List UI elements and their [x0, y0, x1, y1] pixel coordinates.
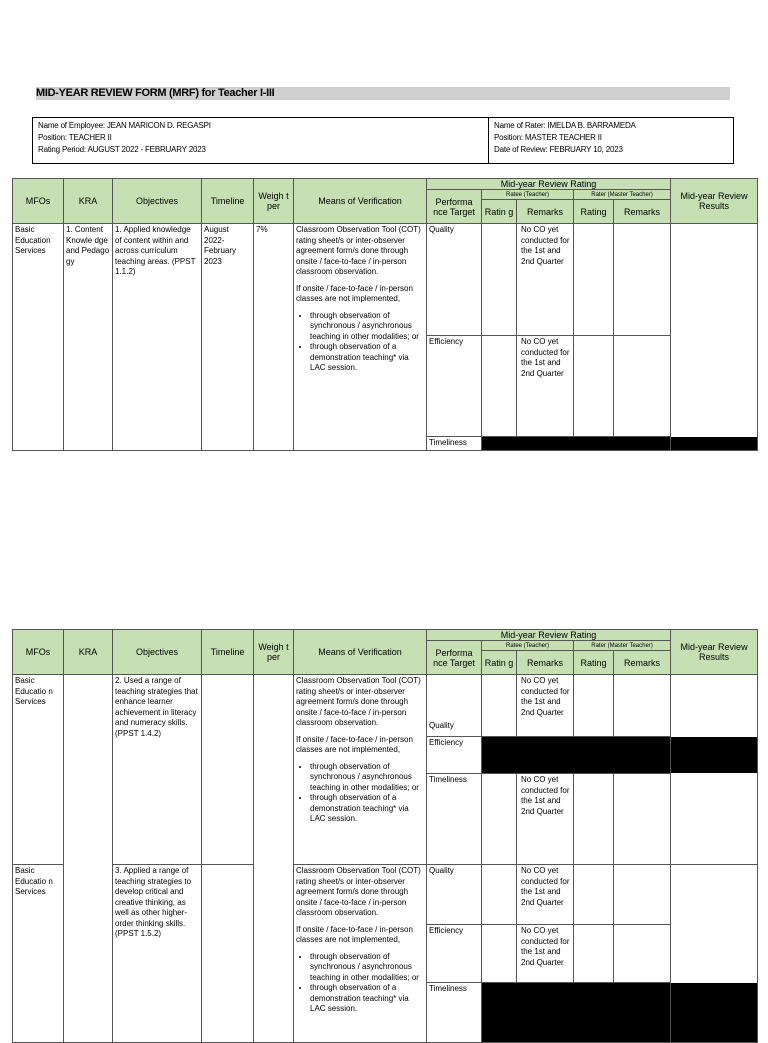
employee-info-box: [32, 117, 734, 164]
timeline-cell: [202, 865, 254, 1043]
mfo-cell: Basic Educatio n Services: [13, 675, 64, 865]
header-perf-target: Performa nce Target: [427, 190, 482, 224]
header-perf-target: Performa nce Target: [427, 641, 482, 675]
header-results: Mid-year Review Results: [671, 630, 758, 675]
header-mid-year-rating: Mid-year Review Rating: [427, 179, 671, 190]
header-kra: KRA: [64, 630, 113, 675]
header-kra: KRA: [64, 179, 113, 224]
rater-rating: [574, 224, 614, 336]
mov-cell: [294, 675, 427, 865]
ratee-remarks: No CO yet conducted for the 1st and 2nd Quarter: [517, 675, 574, 737]
header-rater-remarks: Remarks: [614, 200, 671, 224]
target-timeliness: Timeliness: [427, 983, 482, 1043]
mov-text: Classroom Observation Tool (COT) rating sheet/s or inter-observer agreement form/s done through onsite / face-to-face / in-person classroom observation.: [296, 225, 421, 276]
ratee-rating: [482, 675, 517, 737]
ratee-rating: [482, 224, 517, 336]
rater-remarks: [614, 336, 671, 437]
rater-rating: [574, 336, 614, 437]
ratee-rating: [482, 336, 517, 437]
timeline-cell: [202, 675, 254, 865]
ratee-remarks: No CO yet conducted for the 1st and 2nd Quarter: [517, 865, 574, 925]
mov-bullet: • through observation of synchronous / asynchronous teaching in other modalities; or: [310, 952, 424, 984]
kra-cell: 1. Content Knowle dge and Pedago gy: [64, 224, 113, 451]
target-efficiency: Efficiency: [427, 336, 482, 437]
weight-cell: [254, 675, 294, 1043]
form-title: MID-YEAR REVIEW FORM (MRF) for Teacher I-III: [36, 87, 730, 100]
rater-remarks: [614, 774, 671, 865]
ratee-remarks: No CO yet conducted for the 1st and 2nd Quarter: [517, 224, 574, 336]
rating-period: Rating Period: AUGUST 2022 - FEBRUARY 2023: [38, 145, 206, 154]
mov-list: [296, 311, 424, 374]
mov-cell: [294, 224, 427, 451]
header-mfos: MFOs: [13, 630, 64, 675]
mfo-cell: Basic Education Services: [13, 224, 64, 451]
divider: [488, 118, 489, 163]
rater-rating: [574, 925, 614, 983]
rater-remarks: [614, 675, 671, 737]
header-ratee-remarks: Remarks: [517, 651, 574, 675]
mov-bullet: • through observation of a demonstration teaching* via LAC session.: [310, 983, 424, 1015]
header-timeline: Timeline: [202, 630, 254, 675]
mov-text: If onsite / face-to-face / in-person classes are not implemented,: [296, 283, 413, 303]
header-weight: Weigh t per: [254, 630, 294, 675]
mov-list: [296, 762, 424, 825]
mov-cell: [294, 865, 427, 1043]
mfo-cell: Basic Educatio n Services: [13, 865, 64, 1043]
mov-bullet: • through observation of a demonstration teaching* via LAC session.: [310, 342, 424, 374]
blacked-out-cell: [482, 437, 758, 451]
rater-info: [494, 120, 636, 156]
rater-position: Position: MASTER TEACHER II: [494, 133, 602, 142]
rater-remarks: [614, 865, 671, 925]
ratee-rating: [482, 925, 517, 983]
header-objectives: Objectives: [113, 179, 202, 224]
blacked-out-cell: [482, 737, 758, 774]
rater-remarks: [614, 925, 671, 983]
objective-cell: 2. Used a range of teaching strategies that enhance learner achievement in literacy and numeracy skills. (PPST 1.4.2): [113, 675, 202, 865]
rater-remarks: [614, 224, 671, 336]
target-quality: Quality: [427, 675, 482, 737]
ratee-remarks: No CO yet conducted for the 1st and 2nd Quarter: [517, 774, 574, 865]
header-ratee-remarks: Remarks: [517, 200, 574, 224]
weight-cell: 7%: [254, 224, 294, 451]
mov-bullet: • through observation of synchronous / asynchronous teaching in other modalities; or: [310, 762, 424, 794]
timeline-cell: August 2022- February 2023: [202, 224, 254, 451]
header-rater-remarks: Remarks: [614, 651, 671, 675]
header-objectives: Objectives: [113, 630, 202, 675]
target-efficiency: Efficiency: [427, 737, 482, 774]
rater-rating: [574, 675, 614, 737]
objective-cell: 1. Applied knowledge of content within and across curriculum teaching areas. (PPST 1.1.2): [113, 224, 202, 451]
ratee-rating: [482, 865, 517, 925]
review-table-2: [12, 629, 758, 1043]
header-mfos: MFOs: [13, 179, 64, 224]
header-rater-rating: Rating: [574, 651, 614, 675]
header-rater: Rater (Master Teacher): [574, 641, 671, 651]
rater-rating: [574, 865, 614, 925]
ratee-rating: [482, 774, 517, 865]
header-weight: Weigh t per: [254, 179, 294, 224]
header-ratee: Ratee (Teacher): [482, 641, 574, 651]
target-timeliness: Timeliness: [427, 437, 482, 451]
target-quality: Quality: [427, 224, 482, 336]
header-ratee: Ratee (Teacher): [482, 190, 574, 200]
mov-bullet: • through observation of a demonstration teaching* via LAC session.: [310, 793, 424, 825]
blacked-out-cell: [482, 983, 758, 1043]
target-timeliness: Timeliness: [427, 774, 482, 865]
results-cell: [671, 224, 758, 451]
mov-list: [296, 952, 424, 1015]
employee-info: [38, 120, 211, 156]
header-results: Mid-year Review Results: [671, 179, 758, 224]
kra-cell: [64, 675, 113, 1043]
target-efficiency: Efficiency: [427, 925, 482, 983]
mov-text: Classroom Observation Tool (COT) rating sheet/s or inter-observer agreement form/s done through onsite / face-to-face / in-person classroom observation.: [296, 676, 421, 727]
mov-text: If onsite / face-to-face / in-person classes are not implemented,: [296, 734, 413, 754]
objective-cell: 3. Applied a range of teaching strategies to develop critical and creative thinking, as well as other higher-order thinking skills. (PPST 1.5.2): [113, 865, 202, 1043]
employee-name: Name of Employee: JEAN MARICON D. REGASPI: [38, 121, 211, 130]
header-rater-rating: Rating: [574, 200, 614, 224]
header-ratee-rating: Ratin g: [482, 651, 517, 675]
rater-name: Name of Rater: IMELDA B. BARRAMEDA: [494, 121, 636, 130]
mov-bullet: • through observation of synchronous / asynchronous teaching in other modalities; or: [310, 311, 424, 343]
header-rater: Rater (Master Teacher): [574, 190, 671, 200]
mov-text: Classroom Observation Tool (COT) rating sheet/s or inter-observer agreement form/s done through onsite / face-to-face / in-person classroom observation.: [296, 866, 421, 917]
header-timeline: Timeline: [202, 179, 254, 224]
header-mid-year-rating: Mid-year Review Rating: [427, 630, 671, 641]
employee-position: Position: TEACHER II: [38, 133, 112, 142]
header-mov: Means of Verification: [294, 630, 427, 675]
header-ratee-rating: Ratin g: [482, 200, 517, 224]
review-date: Date of Review: FEBRUARY 10, 2023: [494, 145, 623, 154]
mov-text: If onsite / face-to-face / in-person classes are not implemented,: [296, 924, 413, 944]
rater-rating: [574, 774, 614, 865]
target-quality: Quality: [427, 865, 482, 925]
header-mov: Means of Verification: [294, 179, 427, 224]
ratee-remarks: No CO yet conducted for the 1st and 2nd Quarter: [517, 336, 574, 437]
ratee-remarks: No CO yet conducted for the 1st and 2nd Quarter: [517, 925, 574, 983]
review-table-1: [12, 178, 758, 451]
